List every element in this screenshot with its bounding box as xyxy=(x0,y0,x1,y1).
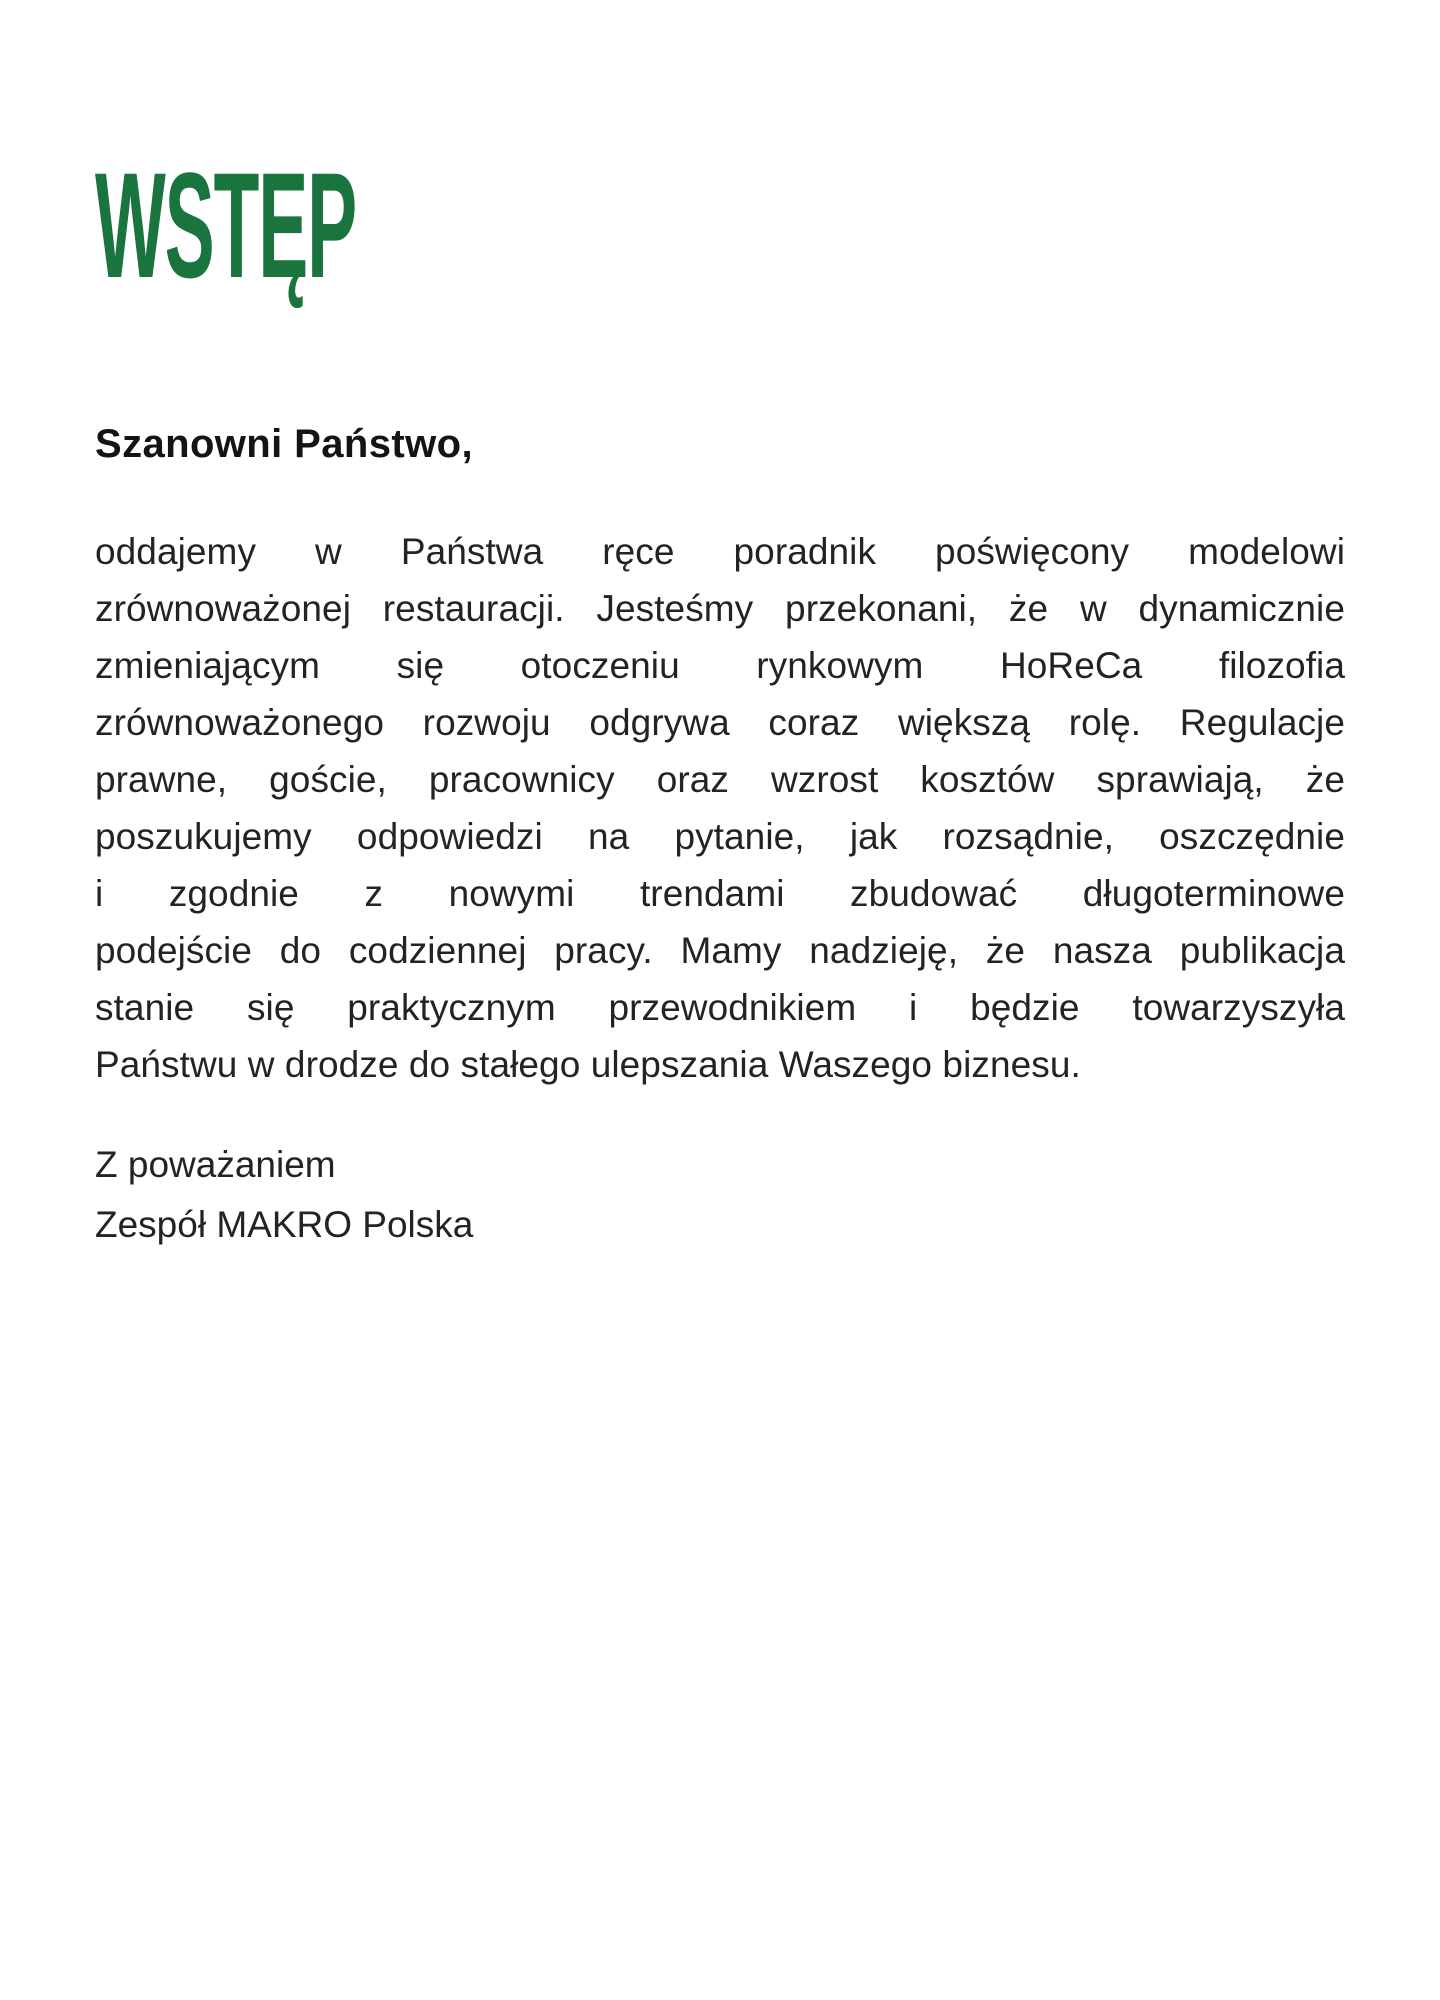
paragraph-line: poszukujemy odpowiedzi na pytanie, jak rozsądnie, oszczędnie xyxy=(95,816,1345,857)
intro-paragraph xyxy=(95,523,1345,1093)
paragraph-line: podejście do codziennej pracy. Mamy nadzieję, że nasza publikacja xyxy=(95,930,1345,971)
signoff-team: Zespół MAKRO Polska xyxy=(95,1204,474,1245)
salutation: Szanowni Państwo, xyxy=(95,422,473,466)
paragraph-line: zmieniającym się otoczeniu rynkowym HoReCa filozofia xyxy=(95,645,1345,686)
page-title: WSTĘP xyxy=(95,141,357,309)
paragraph-line: Państwu w drodze do stałego ulepszania Waszego biznesu. xyxy=(95,1044,1081,1085)
signoff-regards: Z poważaniem xyxy=(95,1144,336,1185)
paragraph-line: prawne, goście, pracownicy oraz wzrost kosztów sprawiają, że xyxy=(95,759,1345,800)
paragraph-line: i zgodnie z nowymi trendami zbudować długoterminowe xyxy=(95,873,1345,914)
paragraph-line: zrównoważonego rozwoju odgrywa coraz większą rolę. Regulacje xyxy=(95,702,1345,743)
signoff-block xyxy=(95,1135,1345,1255)
paragraph-line: oddajemy w Państwa ręce poradnik poświęcony modelowi xyxy=(95,531,1345,572)
paragraph-line: zrównoważonej restauracji. Jesteśmy przekonani, że w dynamicznie xyxy=(95,588,1345,629)
paragraph-line: stanie się praktycznym przewodnikiem i będzie towarzyszyła xyxy=(95,987,1345,1028)
